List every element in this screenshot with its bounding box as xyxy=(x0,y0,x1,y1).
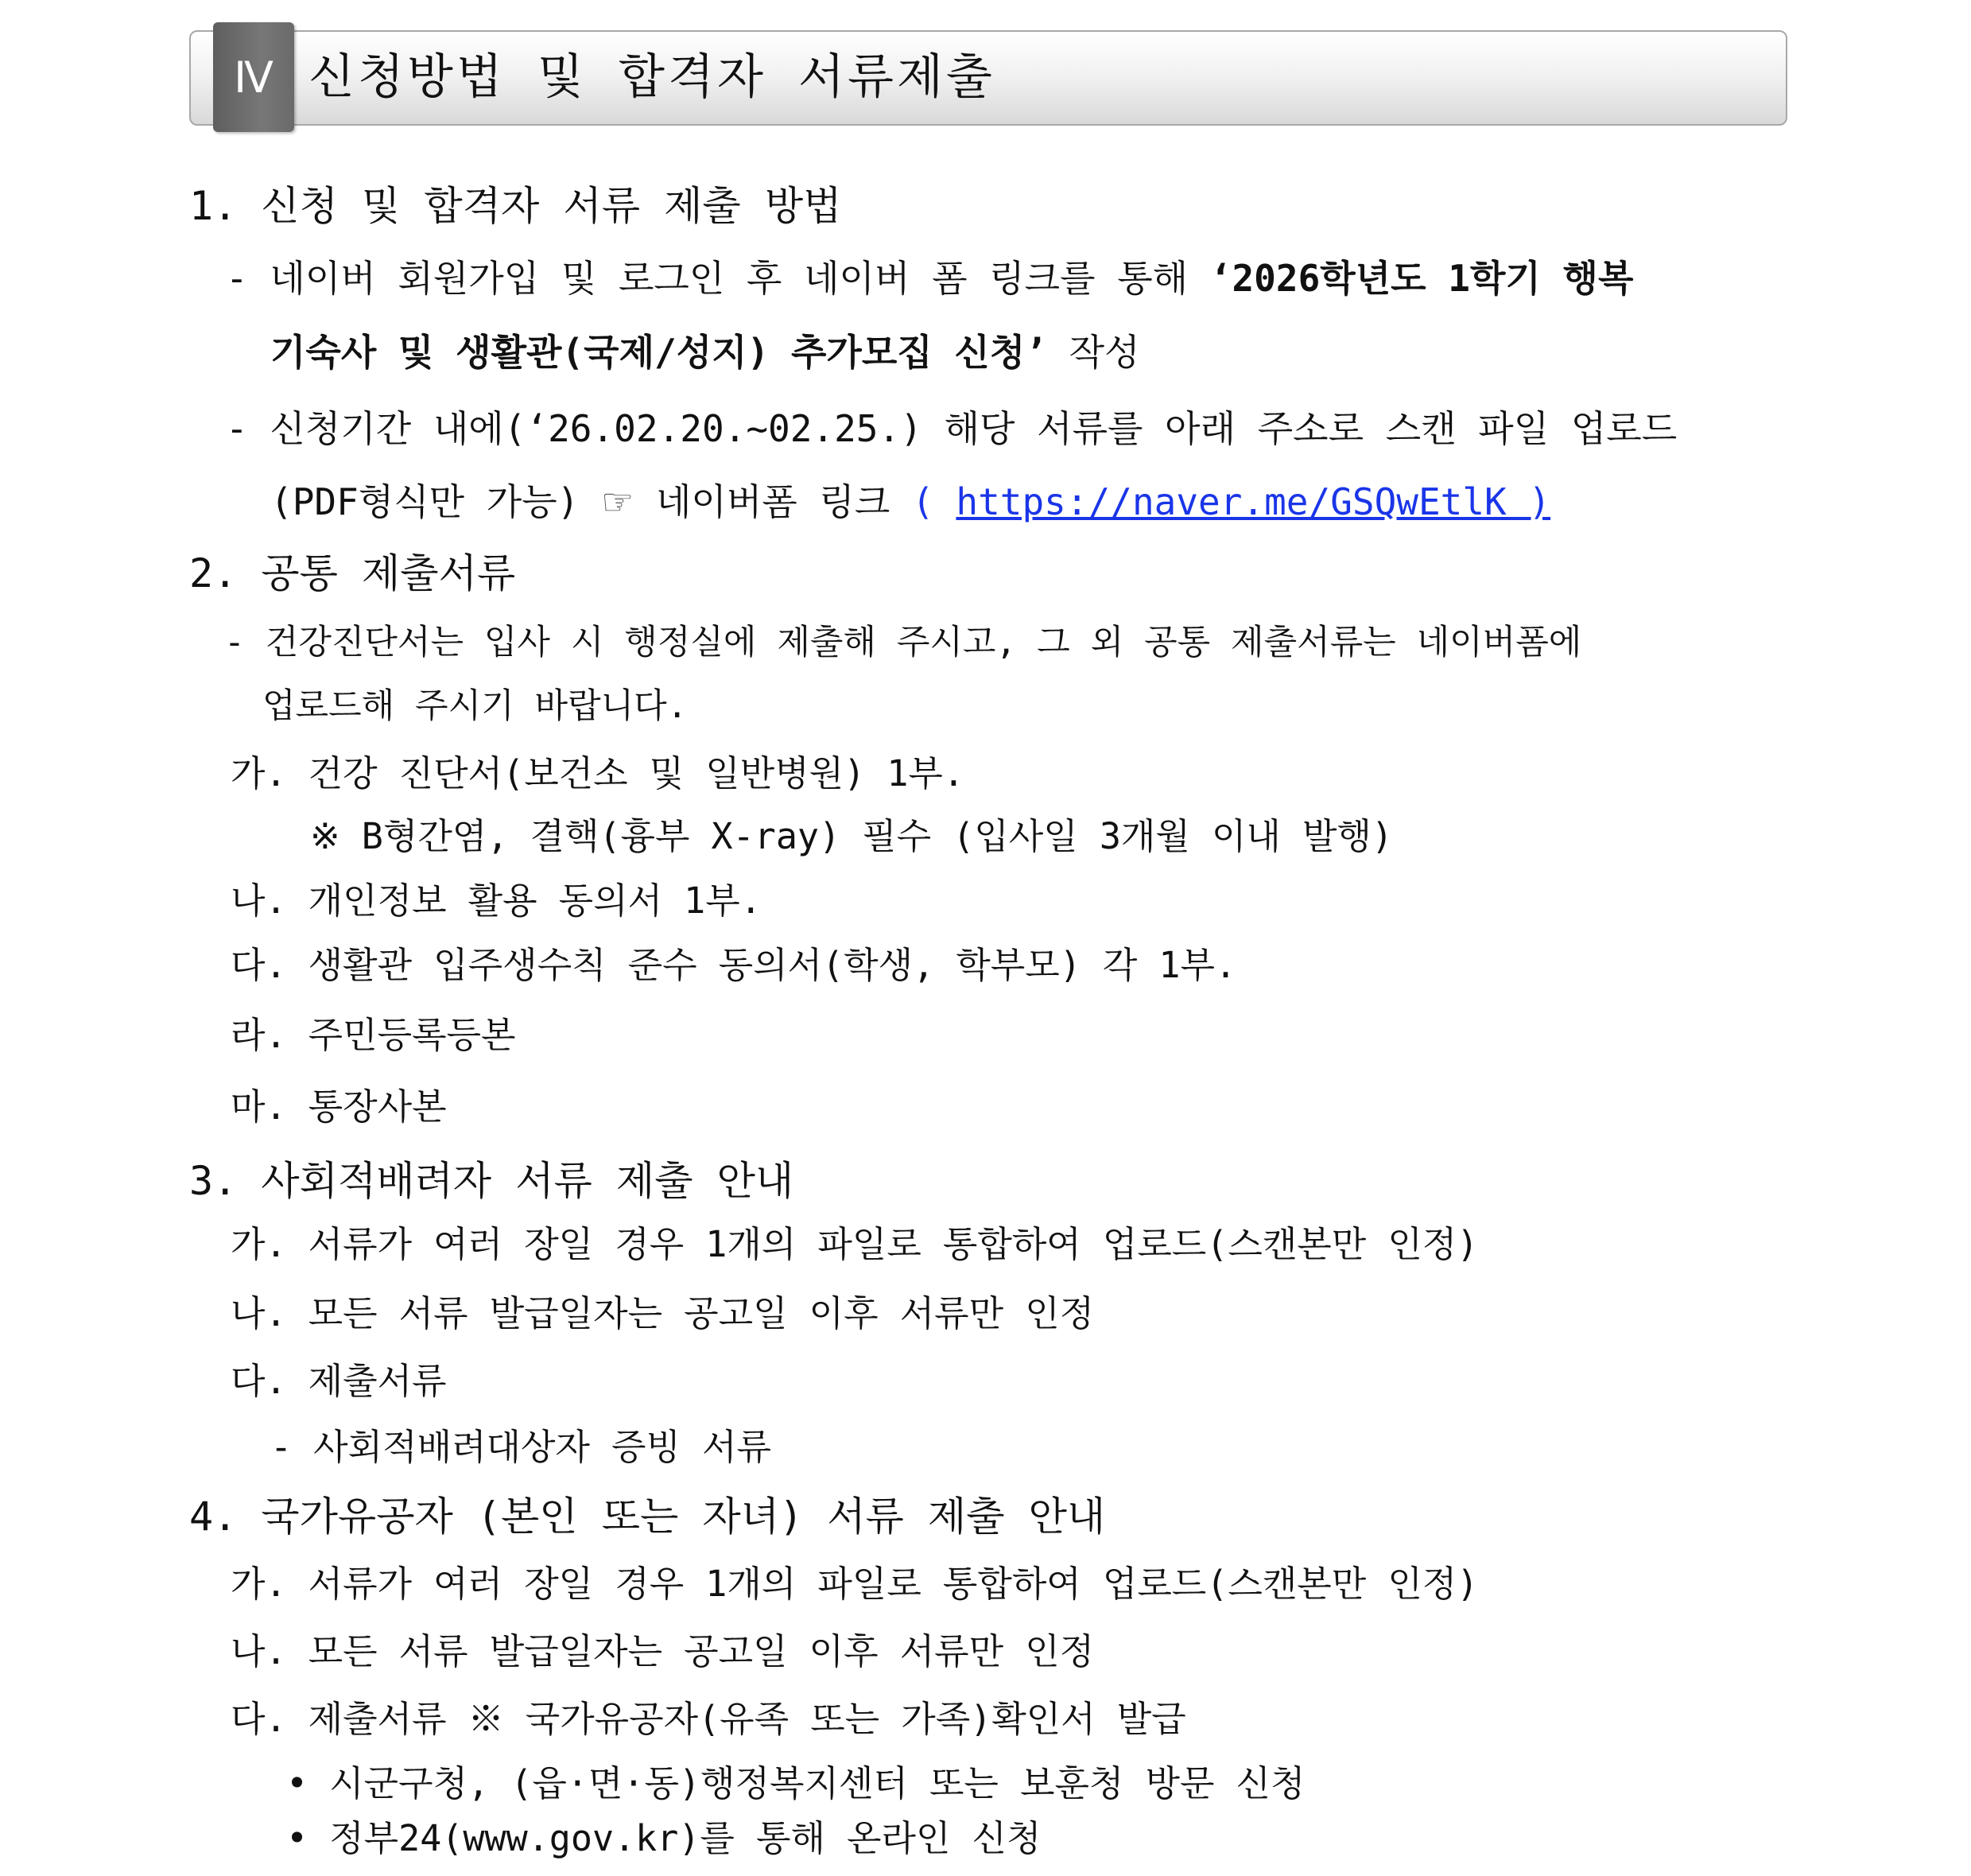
s1-line-2-bold: 기숙사 및 생활관(국제/성지) 추가모집 신청’ xyxy=(270,331,1047,374)
s1-line-1-text: - 네이버 회원가입 및 로그인 후 네이버 폼 링크를 통해 xyxy=(226,257,1210,300)
s3-item-da-sub: - 사회적배려대상자 증빙 서류 xyxy=(270,1426,772,1468)
s3-item-ga: 가. 서류가 여러 장일 경우 1개의 파일로 통합하여 업로드(스캔본만 인정) xyxy=(231,1223,1479,1265)
section-1-heading: 1. 신청 및 합격자 서류 제출 방법 xyxy=(189,183,842,229)
s2-note-line-1: - 건강진단서는 입사 시 행정실에 제출해 주시고, 그 외 공통 제출서류는 네이버폼에 xyxy=(224,623,1582,662)
section-2-heading: 2. 공통 제출서류 xyxy=(189,550,516,596)
s1-link-open-paren: ( xyxy=(912,480,956,523)
s1-line-1 xyxy=(226,256,1633,301)
s1-line-3: - 신청기간 내에(‘26.02.20.~02.25.) 해당 서류를 아래 주소로 스캔 파일 업로드 xyxy=(226,407,1678,450)
section-3-heading: 3. 사회적배려자 서류 제출 안내 xyxy=(189,1158,794,1204)
s3-item-da: 다. 제출서류 xyxy=(231,1360,447,1402)
s1-line-1-bold: ‘2026학년도 1학기 행복 xyxy=(1209,257,1634,300)
s4-bullet-2: • 정부24(www.gov.kr)를 통해 온라인 신청 xyxy=(286,1817,1042,1859)
s2-item-ra: 라. 주민등록등본 xyxy=(231,1014,516,1056)
s2-item-ga-note: ※ B형간염, 결핵(흉부 X-ray) 필수 (입사일 3개월 이내 발행) xyxy=(310,815,1394,857)
s2-note-line-2: 업로드해 주시기 바랍니다. xyxy=(262,686,688,726)
section-title: 신청방법 및 합격자 서류제출 xyxy=(308,49,995,105)
pointing-hand-icon: ☞ xyxy=(601,480,634,523)
section-number-tab: Ⅳ xyxy=(213,22,294,132)
s3-item-na: 나. 모든 서류 발급일자는 공고일 이후 서류만 인정 xyxy=(231,1292,1095,1334)
s1-format-note: (PDF형식만 가능) xyxy=(270,480,602,523)
naver-form-link[interactable]: https://naver.me/GSQwEtlK ) xyxy=(956,480,1551,523)
s2-item-da: 다. 생활관 입주생수칙 준수 동의서(학생, 학부모) 각 1부. xyxy=(231,944,1237,986)
s4-item-da: 다. 제출서류 ※ 국가유공자(유족 또는 가족)확인서 발급 xyxy=(231,1698,1186,1740)
s4-bullet-1: • 시군구청, (읍·면·동)행정복지센터 또는 보훈청 방문 신청 xyxy=(286,1762,1306,1804)
s4-item-ga: 가. 서류가 여러 장일 경우 1개의 파일로 통합하여 업로드(스캔본만 인정) xyxy=(231,1563,1479,1605)
s1-line-4 xyxy=(270,480,1550,524)
s2-item-ma: 마. 통장사본 xyxy=(231,1086,447,1128)
section-4-heading: 4. 국가유공자 (본인 또는 자녀) 서류 제출 안내 xyxy=(189,1493,1106,1540)
s1-line-2 xyxy=(270,330,1140,375)
s4-item-na: 나. 모든 서류 발급일자는 공고일 이후 서류만 인정 xyxy=(231,1630,1095,1672)
s2-item-na: 나. 개인정보 활용 동의서 1부. xyxy=(231,880,762,922)
s1-line-2-text: 작성 xyxy=(1046,331,1140,374)
s1-link-label: 네이버폼 링크 xyxy=(634,480,912,523)
s2-item-ga: 가. 건강 진단서(보건소 및 일반병원) 1부. xyxy=(231,752,964,794)
